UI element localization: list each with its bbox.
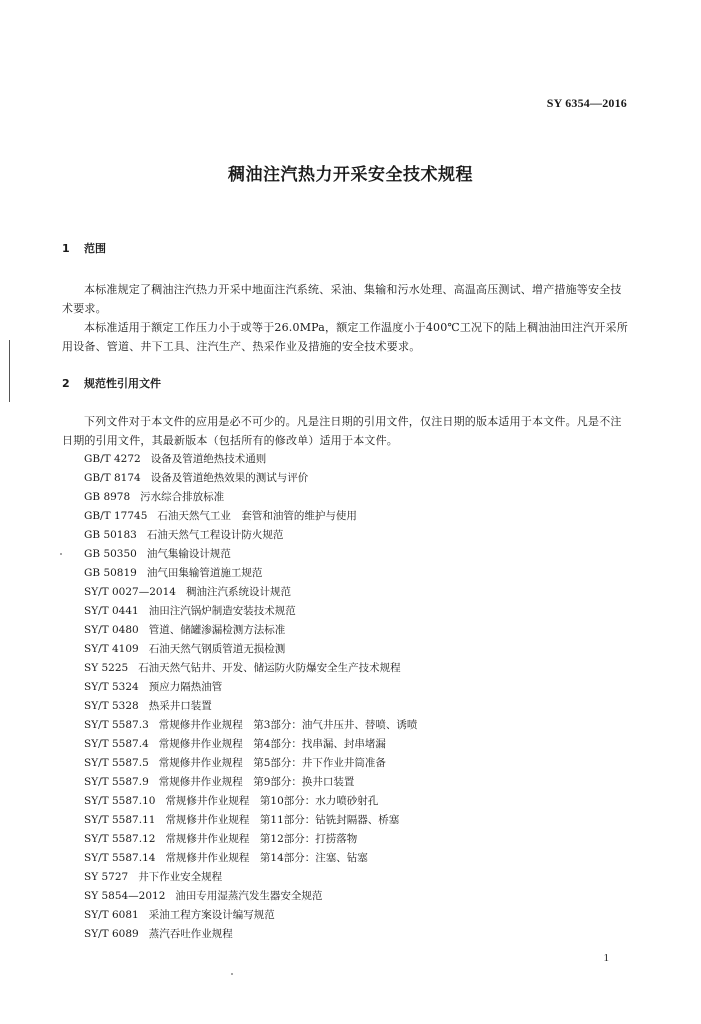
reference-code: SY/T 5587.9 [84,776,149,788]
reference-item [84,697,417,716]
section-1-number: 1 [62,242,70,255]
reference-title: 井下作业安全规程 [138,871,223,883]
reference-title: 采油工程方案设计编写规范 [148,909,275,921]
reference-item [84,659,417,678]
reference-item [84,868,417,887]
reference-item [84,564,417,583]
reference-item [84,583,417,602]
reference-code: GB/T 8174 [84,472,141,484]
reference-item [84,488,417,507]
page-title: 稠油注汽热力开采安全技术规程 [228,165,473,185]
reference-title: 管道、储罐渗漏检测方法标准 [148,624,286,636]
reference-code: SY/T 6081 [84,909,139,921]
reference-title: 石油天然气工程设计防火规范 [146,529,284,541]
reference-title: 污水综合排放标准 [140,491,225,503]
reference-item [84,450,417,469]
reference-code: SY/T 5587.14 [84,852,156,864]
reference-item [84,602,417,621]
page-number: 1 [603,952,609,964]
reference-code: GB 50183 [84,529,137,541]
reference-code: SY 5727 [84,871,129,883]
reference-code: SY/T 5587.3 [84,719,149,731]
reference-code: SY 5225 [84,662,129,674]
section-1-paragraph-1: 本标准规定了稠油注汽热力开采中地面注汽系统、采油、集输和污水处理、高温高压测试、增产措施等安全技术要求。 [62,283,622,315]
reference-item [84,773,417,792]
reference-title: 常规修井作业规程 第10部分：水力喷砂射孔 [165,795,379,807]
reference-item [84,754,417,773]
reference-item [84,469,417,488]
reference-code: SY/T 5587.5 [84,757,149,769]
reference-title: 油田注汽锅炉制造安装技术规范 [148,605,296,617]
reference-title: 常规修井作业规程 第14部分：注塞、钻塞 [165,852,368,864]
reference-item [84,545,417,564]
reference-item [84,849,417,868]
reference-title: 常规修井作业规程 第9部分：换井口装置 [158,776,355,788]
reference-title: 常规修井作业规程 第5部分：井下作业井筒准备 [158,757,386,769]
reference-title: 油气田集输管道施工规范 [146,567,263,579]
reference-item [84,887,417,906]
reference-code: SY/T 0027—2014 [84,586,176,598]
reference-code: SY 5854—2012 [84,890,166,902]
reference-title: 热采井口装置 [148,700,212,712]
reference-item [84,925,417,944]
reference-item [84,906,417,925]
reference-item [84,678,417,697]
reference-item [84,507,417,526]
reference-title: 石油天然气钻井、开发、储运防火防爆安全生产技术规程 [138,662,401,674]
reference-item [84,526,417,545]
section-2-title: 规范性引用文件 [84,377,161,390]
reference-title: 常规修井作业规程 第4部分：找串漏、封串堵漏 [158,738,386,750]
reference-code: GB 8978 [84,491,131,503]
reference-item [84,735,417,754]
scan-speck [60,553,62,555]
reference-item [84,830,417,849]
reference-item [84,621,417,640]
section-1-title: 范围 [84,242,106,255]
reference-title: 设备及管道绝热技术通则 [150,453,267,465]
reference-title: 油田专用湿蒸汽发生器安全规范 [175,890,323,902]
reference-title: 常规修井作业规程 第12部分：打捞落物 [165,833,358,845]
section-2-intro: 下列文件对于本文件的应用是必不可少的。凡是注日期的引用文件，仅注日期的版本适用于本文件。凡是不注日期的引用文件，其最新版本（包括所有的修改单）适用于本文件。 [62,415,622,447]
reference-list [84,450,417,944]
reference-code: SY/T 0441 [84,605,139,617]
reference-code: SY/T 5587.11 [84,814,156,826]
reference-code: SY/T 4109 [84,643,139,655]
reference-title: 蒸汽吞吐作业规程 [148,928,233,940]
reference-code: SY/T 5324 [84,681,139,693]
section-2-heading [62,375,161,391]
reference-title: 设备及管道绝热效果的测试与评价 [150,472,309,484]
reference-code: SY/T 5587.4 [84,738,149,750]
section-1-paragraph-2: 本标准适用于额定工作压力小于或等于26.0MPa，额定工作温度小于400℃工况下的陆上稠油油田注汽开采所用设备、管道、井下工具、注汽生产、热采作业及措施的安全技术要求。 [62,321,628,353]
reference-code: GB/T 17745 [84,510,148,522]
reference-code: GB 50350 [84,548,137,560]
reference-title: 预应力隔热油管 [148,681,223,693]
reference-title: 常规修井作业规程 第11部分：钻铣封隔器、桥塞 [165,814,400,826]
reference-item [84,716,417,735]
scan-speck [231,973,233,975]
reference-title: 石油天然气工业 套管和油管的维护与使用 [157,510,357,522]
reference-code: GB/T 4272 [84,453,141,465]
reference-title: 常规修井作业规程 第3部分：油气井压井、替喷、诱喷 [158,719,418,731]
reference-code: SY/T 6089 [84,928,139,940]
reference-item [84,792,417,811]
reference-title: 稠油注汽系统设计规范 [185,586,291,598]
reference-title: 石油天然气钢质管道无损检测 [148,643,286,655]
reference-code: SY/T 5587.10 [84,795,156,807]
section-1-heading [62,240,106,256]
reference-item [84,640,417,659]
margin-mark [9,340,10,402]
reference-code: SY/T 0480 [84,624,139,636]
reference-code: GB 50819 [84,567,137,579]
standard-code: SY 6354—2016 [546,96,627,110]
reference-code: SY/T 5328 [84,700,139,712]
section-2-number: 2 [62,377,70,390]
reference-code: SY/T 5587.12 [84,833,156,845]
reference-title: 油气集输设计规范 [146,548,231,560]
reference-item [84,811,417,830]
